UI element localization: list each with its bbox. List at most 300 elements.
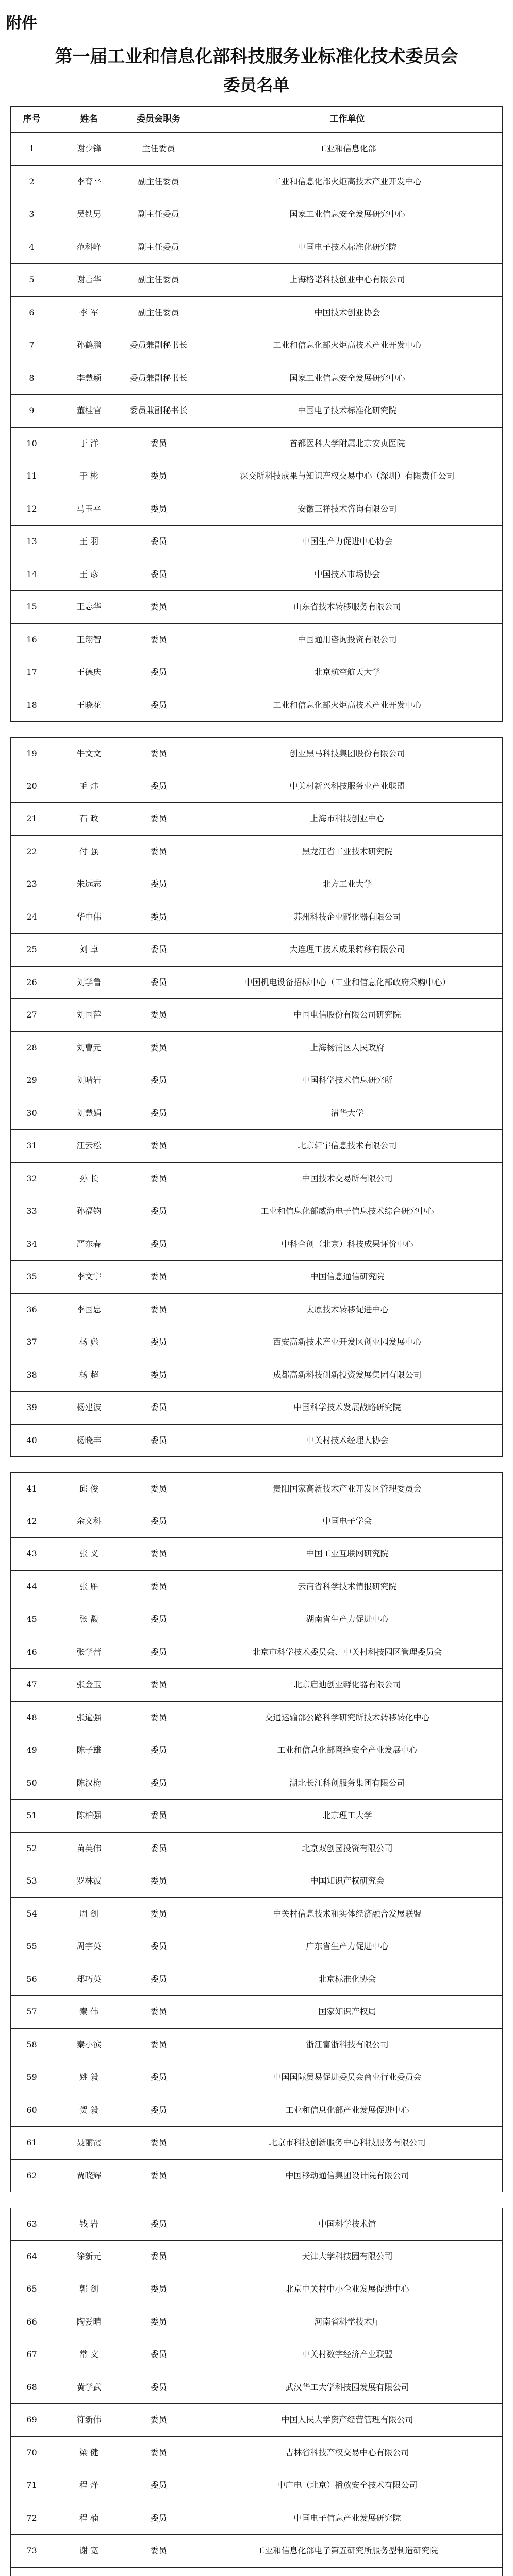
member-role: 委员 xyxy=(125,2127,192,2159)
table-row xyxy=(10,428,503,461)
member-name: 刘学鲁 xyxy=(53,967,125,999)
row-number: 28 xyxy=(11,1032,53,1064)
member-name xyxy=(53,2568,125,2576)
member-role: 副主任委员 xyxy=(125,297,192,329)
row-number: 10 xyxy=(11,428,53,460)
member-role: 委员 xyxy=(125,901,192,934)
member-unit: 中广电（北京）播放安全技术有限公司 xyxy=(277,2480,418,2490)
member-name: 符新伟 xyxy=(53,2404,125,2436)
row-number: 60 xyxy=(11,2094,53,2127)
member-unit: 国家工业信息安全发展研究中心 xyxy=(289,209,405,219)
table-row xyxy=(10,1538,503,1571)
member-unit: 首都医科大学附属北京安贞医院 xyxy=(289,438,405,448)
header-role: 委员会职务 xyxy=(125,107,192,132)
table-row xyxy=(10,2469,503,2502)
member-name: 郭 剑 xyxy=(53,2273,125,2306)
table-row xyxy=(10,2241,503,2274)
member-unit: 北京双创园投资有限公司 xyxy=(302,1843,393,1853)
member-name: 牛文文 xyxy=(53,738,125,770)
member-unit: 北京市科学技术委员会、中关村科技园区管理委员会 xyxy=(252,1647,442,1657)
row-number: 49 xyxy=(11,1734,53,1767)
member-role: 委员 xyxy=(125,868,192,901)
member-unit: 工业和信息化部产业发展促进中心 xyxy=(285,2105,409,2115)
table-row xyxy=(10,1767,503,1800)
row-number: 21 xyxy=(11,803,53,835)
table-row xyxy=(10,803,503,836)
table-row xyxy=(10,591,503,624)
member-unit: 中国电子技术标准化研究院 xyxy=(297,405,397,416)
table-row xyxy=(10,1898,503,1931)
member-name: 华中伟 xyxy=(53,901,125,934)
member-unit: 中国电子学会 xyxy=(322,1516,372,1526)
member-role: 委员 xyxy=(125,1702,192,1734)
member-unit: 中国移动通信集团设计院有限公司 xyxy=(285,2170,409,2180)
row-number: 26 xyxy=(11,967,53,999)
member-role: 委员 xyxy=(125,2094,192,2127)
row-number: 31 xyxy=(11,1130,53,1162)
table-row xyxy=(10,1963,503,1996)
row-number: 61 xyxy=(11,2127,53,2159)
table-row xyxy=(10,1603,503,1636)
row-number: 63 xyxy=(11,2208,53,2240)
member-name: 秦 伟 xyxy=(53,1996,125,2028)
member-role: 委员 xyxy=(125,1473,192,1505)
row-number: 22 xyxy=(11,836,53,868)
member-role: 委员 xyxy=(125,1032,192,1064)
member-unit: 北京标准化协会 xyxy=(318,1974,376,1984)
member-unit: 中国电子信息产业发展研究院 xyxy=(293,2513,401,2523)
member-name: 张 雁 xyxy=(53,1571,125,1603)
member-unit: 中国技术创业协会 xyxy=(314,307,380,317)
row-number: 58 xyxy=(11,2029,53,2061)
member-name: 刘晴岩 xyxy=(53,1064,125,1097)
row-number: 17 xyxy=(11,656,53,689)
member-unit: 中国工业互联网研究院 xyxy=(306,1549,389,1559)
row-number: 29 xyxy=(11,1064,53,1097)
member-unit: 大连理工技术成果转移有限公司 xyxy=(289,944,405,955)
row-number: 27 xyxy=(11,999,53,1031)
member-unit: 工业和信息化部火炬高技术产业开发中心 xyxy=(273,176,422,187)
table-row xyxy=(10,1261,503,1294)
row-number: 8 xyxy=(11,362,53,395)
member-role: 委员 xyxy=(125,656,192,689)
member-role: 委员 xyxy=(125,624,192,656)
row-number: 72 xyxy=(11,2502,53,2535)
member-unit: 工业和信息化部网络安全产业发展中心 xyxy=(277,1745,418,1755)
row-number: 12 xyxy=(11,493,53,526)
row-number: 53 xyxy=(11,1865,53,1897)
member-name: 刘 卓 xyxy=(53,934,125,966)
member-role: 委员 xyxy=(125,1294,192,1326)
member-role: 委员 xyxy=(125,1195,192,1228)
member-unit: 中国机电设备招标中心（工业和信息化部政府采购中心） xyxy=(244,977,451,987)
member-unit: 武汉华工大学科技园发展有限公司 xyxy=(285,2382,409,2392)
row-number: 57 xyxy=(11,1996,53,2028)
table-row xyxy=(10,2502,503,2535)
member-role: 委员 xyxy=(125,2208,192,2240)
member-name: 王翔智 xyxy=(53,624,125,656)
member-role: 委员 xyxy=(125,526,192,558)
member-name: 周 剑 xyxy=(53,1898,125,1930)
row-number: 46 xyxy=(11,1636,53,1669)
table-row xyxy=(10,2535,503,2568)
member-name: 刘慧娟 xyxy=(53,1097,125,1130)
member-unit: 中国通用咨询投资有限公司 xyxy=(297,634,397,645)
row-number xyxy=(11,2568,53,2576)
row-number: 37 xyxy=(11,1326,53,1359)
table-row xyxy=(10,2568,503,2576)
table-row xyxy=(10,2127,503,2160)
member-role: 委员 xyxy=(125,1996,192,2028)
table-row xyxy=(10,2404,503,2437)
member-role: 委员 xyxy=(125,1359,192,1392)
attachment-label: 附件 xyxy=(6,14,37,32)
member-name: 孙 长 xyxy=(53,1163,125,1195)
table-row xyxy=(10,1996,503,2029)
header-no: 序号 xyxy=(11,107,53,132)
member-name: 吴铁男 xyxy=(53,198,125,231)
table-body xyxy=(10,133,503,2576)
table-row xyxy=(10,2306,503,2339)
member-name: 石 政 xyxy=(53,803,125,835)
member-name: 刘曹元 xyxy=(53,1032,125,1064)
member-unit: 中国电子技术标准化研究院 xyxy=(297,242,397,252)
member-name: 杨 超 xyxy=(53,1359,125,1392)
row-number: 23 xyxy=(11,868,53,901)
member-name: 杨建波 xyxy=(53,1392,125,1424)
table-row xyxy=(10,198,503,231)
table-row xyxy=(10,770,503,803)
row-number: 13 xyxy=(11,526,53,558)
row-number: 14 xyxy=(11,558,53,591)
row-number: 59 xyxy=(11,2061,53,2094)
member-role: 委员兼副秘书长 xyxy=(125,395,192,427)
row-number: 3 xyxy=(11,198,53,231)
member-unit: 太原技术转移促进中心 xyxy=(306,1304,389,1314)
member-role: 委员兼副秘书长 xyxy=(125,362,192,395)
member-unit: 湖南省生产力促进中心 xyxy=(306,1614,389,1624)
member-role: 委员 xyxy=(125,2306,192,2338)
row-number: 73 xyxy=(11,2535,53,2567)
table-row xyxy=(10,934,503,967)
table-row xyxy=(10,329,503,362)
member-role: 委员 xyxy=(125,1538,192,1570)
member-role: 委员 xyxy=(125,2371,192,2404)
member-role: 委员 xyxy=(125,591,192,623)
table-row xyxy=(10,1702,503,1735)
member-name: 贺 毅 xyxy=(53,2094,125,2127)
row-number: 66 xyxy=(11,2306,53,2338)
row-number: 71 xyxy=(11,2469,53,2502)
member-name: 陈汉梅 xyxy=(53,1767,125,1800)
member-name: 姚 毅 xyxy=(53,2061,125,2094)
row-number: 16 xyxy=(11,624,53,656)
member-role: 委员 xyxy=(125,493,192,526)
row-number: 43 xyxy=(11,1538,53,1570)
table-row xyxy=(10,901,503,934)
row-number: 2 xyxy=(11,166,53,198)
table-row xyxy=(10,1195,503,1228)
member-unit: 苏州科技企业孵化器有限公司 xyxy=(293,911,401,922)
table-header xyxy=(10,106,503,133)
table-row xyxy=(10,1571,503,1604)
member-role: 副主任委员 xyxy=(125,264,192,296)
member-name: 程 楠 xyxy=(53,2502,125,2535)
member-name: 程 烽 xyxy=(53,2469,125,2502)
row-number: 44 xyxy=(11,1571,53,1603)
member-role: 委员 xyxy=(125,1505,192,1538)
row-number: 9 xyxy=(11,395,53,427)
member-unit: 贵阳国家高新技术产业开发区管理委员会 xyxy=(273,1483,422,1494)
row-number: 45 xyxy=(11,1603,53,1636)
row-number: 18 xyxy=(11,689,53,722)
member-name: 付 强 xyxy=(53,836,125,868)
table-row xyxy=(10,231,503,264)
member-name: 马玉平 xyxy=(53,493,125,526)
member-unit: 中国国际贸易促进委员会商业行业委员会 xyxy=(273,2072,422,2082)
row-number: 68 xyxy=(11,2371,53,2404)
table-row xyxy=(10,624,503,657)
table-row xyxy=(10,1228,503,1261)
row-number: 35 xyxy=(11,1261,53,1293)
member-unit: 黑龙江省工业技术研究院 xyxy=(302,846,393,856)
member-role: 委员 xyxy=(125,1603,192,1636)
member-unit: 工业和信息化部火炬高技术产业开发中心 xyxy=(273,340,422,350)
member-name: 王志华 xyxy=(53,591,125,623)
member-unit: 创业黑马科技集团股份有限公司 xyxy=(289,748,405,758)
member-role: 委员 xyxy=(125,2273,192,2306)
member-name: 孙福钧 xyxy=(53,1195,125,1228)
member-name: 钱 岩 xyxy=(53,2208,125,2240)
member-role: 主任委员 xyxy=(125,133,192,165)
member-role: 委员 xyxy=(125,836,192,868)
member-name: 李文宇 xyxy=(53,1261,125,1293)
member-name: 杨 彪 xyxy=(53,1326,125,1359)
member-role: 委员 xyxy=(125,1963,192,1996)
member-role: 副主任委员 xyxy=(125,231,192,264)
member-role: 委员 xyxy=(125,1392,192,1424)
member-name: 谢吉华 xyxy=(53,264,125,296)
table-row xyxy=(10,297,503,330)
member-unit: 安徽三祥技术咨询有限公司 xyxy=(297,503,397,514)
member-unit: 工业和信息化部威海电子信息技术综合研究中心 xyxy=(260,1206,434,1216)
row-number: 20 xyxy=(11,770,53,803)
row-number: 4 xyxy=(11,231,53,264)
member-unit: 工业和信息化部电子第五研究所服务型制造研究院 xyxy=(256,2546,438,2556)
table-row xyxy=(10,264,503,297)
table-row xyxy=(10,1833,503,1866)
member-role: 委员 xyxy=(125,1425,192,1457)
member-name: 张 馥 xyxy=(53,1603,125,1636)
table-row xyxy=(10,1505,503,1538)
member-role: 委员 xyxy=(125,558,192,591)
member-name: 毛 炜 xyxy=(53,770,125,803)
table-row xyxy=(10,1669,503,1702)
member-name: 贾晓辉 xyxy=(53,2160,125,2192)
row-number: 41 xyxy=(11,1473,53,1505)
member-unit: 西安高新技术产业开发区创业园发展中心 xyxy=(273,1337,422,1347)
member-role: 委员 xyxy=(125,1228,192,1261)
table-row xyxy=(10,2208,503,2241)
member-unit: 上海杨浦区人民政府 xyxy=(310,1042,385,1053)
member-unit: 云南省科学技术情报研究院 xyxy=(297,1581,397,1591)
row-number: 69 xyxy=(11,2404,53,2436)
member-unit: 国家知识产权局 xyxy=(318,2007,376,2017)
member-name: 梁 健 xyxy=(53,2437,125,2469)
member-unit: 中国人民大学资产经营管理有限公司 xyxy=(281,2415,413,2425)
member-role: 委员 xyxy=(125,1571,192,1603)
table-row xyxy=(10,493,503,526)
table-row xyxy=(10,1734,503,1767)
table-row xyxy=(10,737,503,770)
member-unit: 北京轩宇信息技术有限公司 xyxy=(297,1141,397,1151)
member-unit: 中关村技术经理人协会 xyxy=(306,1435,389,1445)
row-number: 50 xyxy=(11,1767,53,1800)
member-unit: 中科合创（北京）科技成果评价中心 xyxy=(281,1239,413,1249)
member-unit: 北京启迪创业孵化器有限公司 xyxy=(293,1680,401,1690)
document-title: 第一届工业和信息化部科技服务业标准化技术委员会 xyxy=(55,46,458,67)
member-unit: 工业和信息化部火炬高技术产业开发中心 xyxy=(273,700,422,710)
member-name: 谢少锋 xyxy=(53,133,125,165)
table-row xyxy=(10,2160,503,2193)
member-unit: 北方工业大学 xyxy=(322,879,372,889)
member-name: 余文科 xyxy=(53,1505,125,1538)
row-number: 67 xyxy=(11,2338,53,2371)
member-name: 范科峰 xyxy=(53,231,125,264)
member-role: 委员 xyxy=(125,2160,192,2192)
member-unit: 中国电信股份有限公司研究院 xyxy=(293,1010,401,1020)
table-row xyxy=(10,2029,503,2062)
table-row xyxy=(10,1163,503,1196)
member-role: 委员 xyxy=(125,1767,192,1800)
table-row xyxy=(10,166,503,199)
member-role: 委员 xyxy=(125,2029,192,2061)
member-unit: 中关村数字经济产业联盟 xyxy=(302,2349,393,2360)
member-name: 李育平 xyxy=(53,166,125,198)
member-unit: 中国生产力促进中心协会 xyxy=(302,536,393,547)
member-name: 陈柏强 xyxy=(53,1800,125,1832)
row-number: 64 xyxy=(11,2241,53,2273)
member-unit xyxy=(192,2568,502,2576)
member-unit: 山东省技术转移服务有限公司 xyxy=(293,602,401,612)
member-role: 委员 xyxy=(125,1097,192,1130)
member-unit: 国家工业信息安全发展研究中心 xyxy=(289,372,405,383)
member-unit: 河南省科学技术厅 xyxy=(314,2316,380,2327)
header-unit: 工作单位 xyxy=(329,114,365,125)
member-role xyxy=(125,2568,192,2576)
header-name: 姓名 xyxy=(53,107,125,132)
member-role: 委员 xyxy=(125,1898,192,1930)
member-unit: 中关村新兴科技服务业产业联盟 xyxy=(289,781,405,791)
member-unit: 上海市科技创业中心 xyxy=(310,814,385,824)
member-name: 徐新元 xyxy=(53,2241,125,2273)
row-number: 38 xyxy=(11,1359,53,1392)
member-unit: 中国信息通信研究院 xyxy=(310,1272,385,1282)
member-unit: 湖北长江科创服务集团有限公司 xyxy=(289,1777,405,1788)
member-name: 于 洋 xyxy=(53,428,125,460)
member-unit: 上海格诺科技创业中心有限公司 xyxy=(289,275,405,285)
table-row xyxy=(10,2094,503,2127)
row-number: 42 xyxy=(11,1505,53,1538)
member-name: 李国忠 xyxy=(53,1294,125,1326)
member-name: 张遍强 xyxy=(53,1702,125,1734)
member-unit: 中国技术市场协会 xyxy=(314,569,380,579)
member-name: 陈子雄 xyxy=(53,1734,125,1767)
member-role: 委员 xyxy=(125,1163,192,1195)
member-role: 委员 xyxy=(125,1064,192,1097)
member-name: 江云松 xyxy=(53,1130,125,1162)
member-unit: 中国技术交易所有限公司 xyxy=(302,1173,393,1183)
member-role: 委员 xyxy=(125,460,192,493)
member-role: 副主任委员 xyxy=(125,166,192,198)
member-role: 委员 xyxy=(125,2535,192,2567)
row-number: 55 xyxy=(11,1930,53,1963)
member-name: 李慧颖 xyxy=(53,362,125,395)
member-name: 王 羽 xyxy=(53,526,125,558)
row-number: 39 xyxy=(11,1392,53,1424)
member-unit: 工业和信息化部 xyxy=(318,144,376,154)
member-role: 委员 xyxy=(125,1800,192,1832)
member-name: 朱远志 xyxy=(53,868,125,901)
table-row xyxy=(10,967,503,999)
table-row xyxy=(10,1294,503,1327)
member-name: 聂丽霞 xyxy=(53,2127,125,2159)
member-name: 陶爱晴 xyxy=(53,2306,125,2338)
table-row xyxy=(10,1097,503,1130)
member-role: 委员 xyxy=(125,2437,192,2469)
table-row xyxy=(10,2061,503,2094)
member-unit: 北京航空航天大学 xyxy=(314,667,380,677)
table-row xyxy=(10,1636,503,1669)
member-role: 委员 xyxy=(125,1261,192,1293)
row-number: 1 xyxy=(11,133,53,165)
row-number: 47 xyxy=(11,1669,53,1701)
member-role: 委员 xyxy=(125,770,192,803)
member-unit: 北京中关村中小企业发展促进中心 xyxy=(285,2284,409,2294)
member-role: 委员 xyxy=(125,803,192,835)
table-row xyxy=(10,1326,503,1359)
member-role: 委员 xyxy=(125,689,192,722)
row-number: 40 xyxy=(11,1425,53,1457)
member-name: 罗林波 xyxy=(53,1865,125,1897)
member-unit: 中国科学技术发展战略研究院 xyxy=(293,1402,401,1413)
table-row xyxy=(10,460,503,493)
table-row xyxy=(10,1032,503,1065)
member-role: 委员 xyxy=(125,738,192,770)
table-row xyxy=(10,689,503,722)
member-name: 谢 宽 xyxy=(53,2535,125,2567)
member-name: 王德庆 xyxy=(53,656,125,689)
table-row xyxy=(10,1359,503,1392)
member-role: 委员 xyxy=(125,967,192,999)
member-unit: 吉林省科技产权交易中心有限公司 xyxy=(285,2447,409,2458)
table-row xyxy=(10,656,503,689)
row-number: 34 xyxy=(11,1228,53,1261)
member-name: 苗英伟 xyxy=(53,1833,125,1865)
row-number: 19 xyxy=(11,738,53,770)
member-role: 委员 xyxy=(125,934,192,966)
member-unit: 交通运输部公路科学研究所技术转移转化中心 xyxy=(264,1712,430,1722)
member-unit: 中关村信息技术和实体经济融合发展联盟 xyxy=(273,1908,422,1919)
member-role: 副主任委员 xyxy=(125,198,192,231)
member-role: 委员 xyxy=(125,2404,192,2436)
member-role: 委员 xyxy=(125,1734,192,1767)
row-number: 30 xyxy=(11,1097,53,1130)
row-number: 5 xyxy=(11,264,53,296)
table-row xyxy=(10,1930,503,1963)
member-role: 委员 xyxy=(125,2241,192,2273)
member-name: 王晓花 xyxy=(53,689,125,722)
